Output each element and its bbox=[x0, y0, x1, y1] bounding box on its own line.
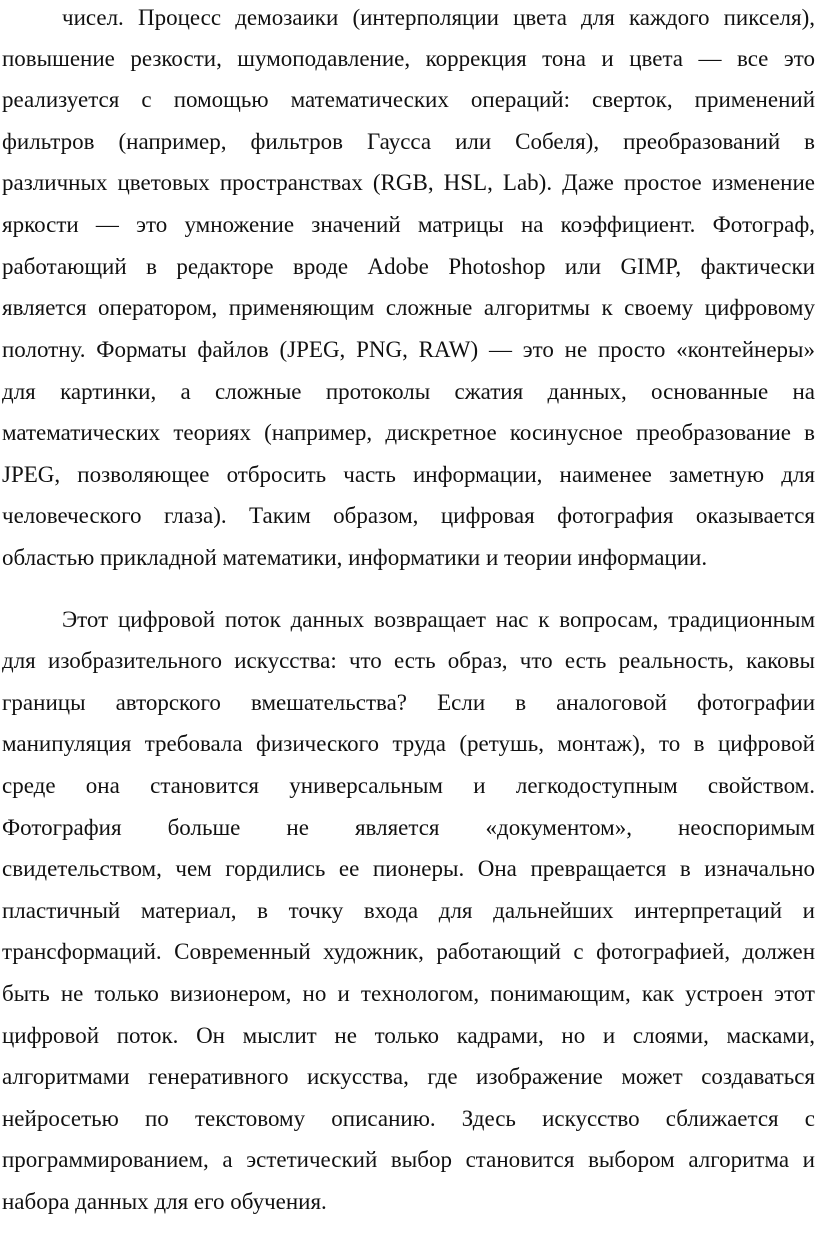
text-line: для изобразительного искусства: что есть образ, что есть реальность, каковы bbox=[2, 648, 815, 673]
text-line: для картинки, а сложные протоколы сжатия данных, основанные на bbox=[2, 379, 815, 404]
text-line: различных цветовых пространствах (RGB, HSL, Lab). Даже простое изменение bbox=[2, 170, 815, 195]
text-line: является оператором, применяющим сложные алгоритмы к своему цифровому bbox=[2, 295, 815, 320]
text-line: трансформаций. Современный художник, работающий с фотографией, должен bbox=[2, 939, 815, 964]
text-line: среде она становится универсальным и легкодоступным свойством. bbox=[2, 773, 815, 798]
text-line: программированием, а эстетический выбор становится выбором алгоритма и bbox=[2, 1147, 815, 1172]
text-line: алгоритмами генеративного искусства, где изображение может создаваться bbox=[2, 1064, 815, 1089]
text-line: математических теориях (например, дискретное косинусное преобразование в bbox=[2, 420, 815, 445]
text-line: областью прикладной математики, информатики и теории информации. bbox=[2, 545, 708, 570]
text-line: границы авторского вмешательства? Если в аналоговой фотографии bbox=[2, 690, 815, 715]
text-line: пластичный материал, в точку входа для дальнейших интерпретаций и bbox=[2, 898, 815, 923]
text-line: JPEG, позволяющее отбросить часть информации, наименее заметную для bbox=[2, 462, 815, 487]
text-line: человеческого глаза). Таким образом, цифровая фотография оказывается bbox=[2, 503, 815, 528]
text-line: манипуляция требовала физического труда (ретушь, монтаж), то в цифровой bbox=[2, 731, 815, 756]
text-line: быть не только визионером, но и технологом, понимающим, как устроен этот bbox=[2, 981, 815, 1006]
text-line: Этот цифровой поток данных возвращает нас к вопросам, традиционным bbox=[62, 607, 815, 632]
text-line: нейросетью по текстовому описанию. Здесь искусство сближается с bbox=[2, 1106, 815, 1131]
text-line: яркости — это умножение значений матрицы на коэффициент. Фотограф, bbox=[2, 212, 815, 237]
text-line: фильтров (например, фильтров Гаусса или Собеля), преобразований в bbox=[2, 129, 815, 154]
text-line: полотну. Форматы файлов (JPEG, PNG, RAW) — это не просто «контейнеры» bbox=[2, 337, 815, 362]
text-line: работающий в редакторе вроде Adobe Photoshop или GIMP, фактически bbox=[2, 254, 815, 279]
text-line: цифровой поток. Он мыслит не только кадрами, но и слоями, масками, bbox=[2, 1023, 815, 1048]
text-line: реализуется с помощью математических операций: сверток, применений bbox=[2, 87, 815, 112]
text-line: набора данных для его обучения. bbox=[2, 1189, 327, 1214]
text-line: Фотография больше не является «документом», неоспоримым bbox=[2, 815, 815, 840]
text-line: повышение резкости, шумоподавление, коррекция тона и цвета — все это bbox=[2, 46, 815, 71]
text-line: чисел. Процесс демозаики (интерполяции цвета для каждого пикселя), bbox=[62, 5, 815, 30]
text-line: свидетельством, чем гордились ее пионеры. Она превращается в изначально bbox=[2, 856, 815, 881]
